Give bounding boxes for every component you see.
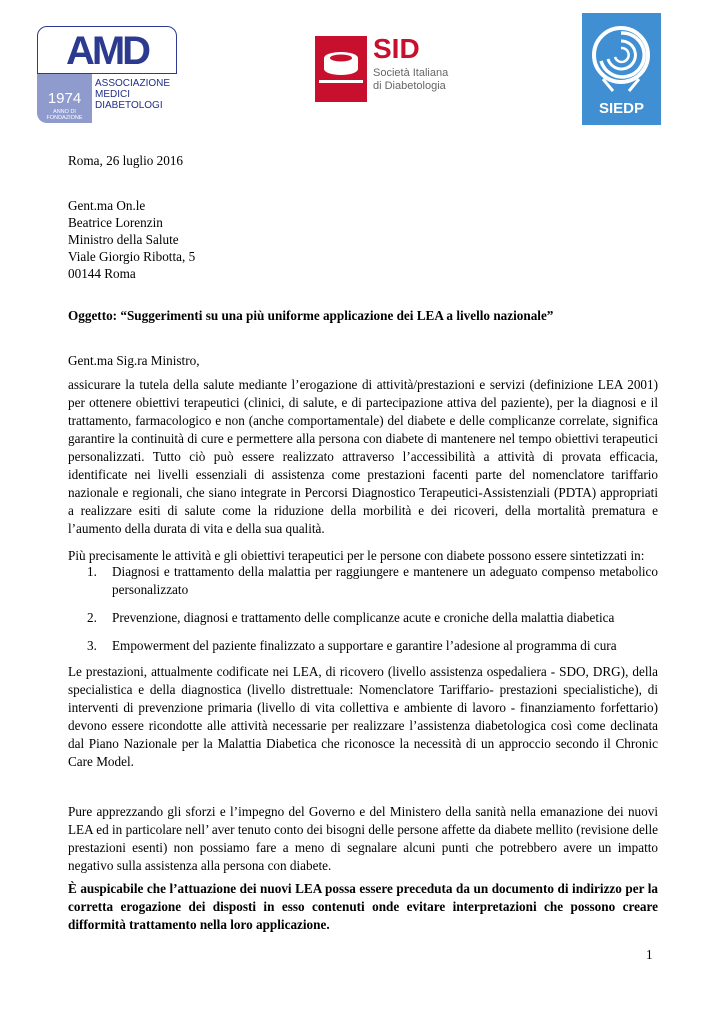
amd-logo-mark: [37, 26, 177, 74]
amd-year: 1974: [47, 90, 82, 107]
amd-name-line: ASSOCIAZIONE: [95, 78, 171, 89]
siedp-title: SIEDP: [598, 100, 644, 117]
paragraph-intro: assicurare la tutela della salute mediante l’erogazione di attività/prestazioni e servizi (definizione LEA 2001) per ottenere obiettivi terapeutici (clinici, di salute, e di partecipazione attiva del paziente), per la diagnosi e il trattamento, farmacologico e non (anche comportamentale) del diabete e delle complicanze correlate, significa garantire la continuità di cure e permettere alla persona con diabete di mantenere nel tempo obiettivi terapeutici personalizzati. Tutto ciò può essere realizzato attraverso l’accessibilità a attività di provata efficacia, identificate nei livelli essenziali di assistenza come prestazioni facenti parte del nomenclatore tariffario nazionale e regionali, che siano integrate in Percorsi Diagnostico Terapeutici-Assistenziali (PDTA) appropriati a realizzare esiti di salute come la riduzione della morbilità e dei ricoveri, della mortalità prematura e l’aumento della durata di vita e della sua qualità.: [68, 377, 658, 536]
sid-subtitle-line: di Diabetologia: [373, 80, 446, 92]
amd-year-box: [37, 74, 92, 123]
amd-foundation-label: ANNO DI FONDAZIONE: [46, 109, 83, 121]
list-item-text: Prevenzione, diagnosi e trattamento delle complicanze acute e croniche della malattia diabetica: [112, 610, 615, 625]
paragraph-raccomandazione: È auspicabile che l’attuazione dei nuovi LEA possa essere preceduta da un documento di indirizzo per la corretta erogazione dei disposti in esso contenuti onde evitare interpretazioni che possono creare difformità trattamento nella loro applicazione.: [68, 881, 658, 932]
list-item-number: 3.: [87, 638, 97, 653]
recipient-line: Beatrice Lorenzin: [68, 215, 163, 230]
recipient-line: 00144 Roma: [68, 266, 136, 281]
list-item: [87, 609, 658, 627]
svg-text:AMD: AMD: [65, 32, 149, 68]
sid-logo: [315, 33, 455, 113]
amd-name-line: MEDICI: [95, 89, 130, 100]
letterhead-logos: [0, 0, 724, 130]
list-item-text: Empowerment del paziente finalizzato a supportare e garantire l’adesione al programma di cura: [112, 638, 617, 653]
amd-wordmark-icon: [47, 32, 167, 68]
page-number: 1: [646, 947, 653, 962]
list-item: [87, 637, 658, 655]
list-item-text: Diagnosi e trattamento della malattia per raggiungere e mantenere un adeguato compenso metabolico personalizzato: [112, 564, 658, 597]
recipient-line: Ministro della Salute: [68, 232, 179, 247]
paragraph-prestazioni: Le prestazioni, attualmente codificate nei LEA, di ricovero (livello assistenza ospedaliera - SDO, DRG), della specialistica e della diagnostica (livello distrettuale: Nomenclatore Tariffario- prestazioni specialistiche), di interventi di prevenzione primaria (livello di vita collettiva e ambiente di lavoro - finanziamento forfettario) devono essere ricondotte alle attività necessarie per realizzare l’assistenza diabetologica così come declinata dal Piano Nazionale per la Malattia Diabetica che riconosce la necessità di un approccio secondo il Chronic Care Model.: [68, 664, 658, 769]
salutation: Gent.ma Sig.ra Ministro,: [68, 353, 200, 368]
list-item: [87, 563, 658, 599]
paragraph-list-intro: Più precisamente le attività e gli obiettivi terapeutici per le persone con diabete possono essere sintetizzati in:: [68, 548, 645, 563]
sid-subtitle-line: Società Italiana: [373, 67, 449, 79]
list-item-number: 1.: [87, 564, 97, 579]
letter-subject: Oggetto: “Suggerimenti su una più uniforme applicazione dei LEA a livello nazionale”: [68, 308, 554, 323]
recipient-line: Gent.ma On.le: [68, 198, 146, 213]
siedp-swirl-icon: [591, 21, 652, 93]
recipient-line: Viale Giorgio Ribotta, 5: [68, 249, 196, 264]
siedp-logo: [582, 13, 661, 125]
amd-logo: [37, 26, 179, 123]
list-item-number: 2.: [87, 610, 97, 625]
amd-name-line: DIABETOLOGI: [95, 100, 163, 111]
sid-subtitle: [373, 67, 448, 93]
letter-date: Roma, 26 luglio 2016: [68, 153, 184, 168]
sid-emblem-icon: [315, 36, 367, 102]
paragraph-apprezzamento: Pure apprezzando gli sforzi e l’impegno del Governo e del Ministero della sanità nella emanazione dei nuovi LEA ed in particolare nell’ aver tenuto conto dei bisogni delle persone affette da diabete mellito (revisione delle prestazioni esenti) non possiamo fare a meno di segnalare alcuni punti che potrebbero avere un impatto negativo sulla assistenza alla persona con diabete.: [68, 804, 658, 873]
amd-association-name: [95, 74, 179, 123]
sid-title: SID: [373, 33, 420, 64]
